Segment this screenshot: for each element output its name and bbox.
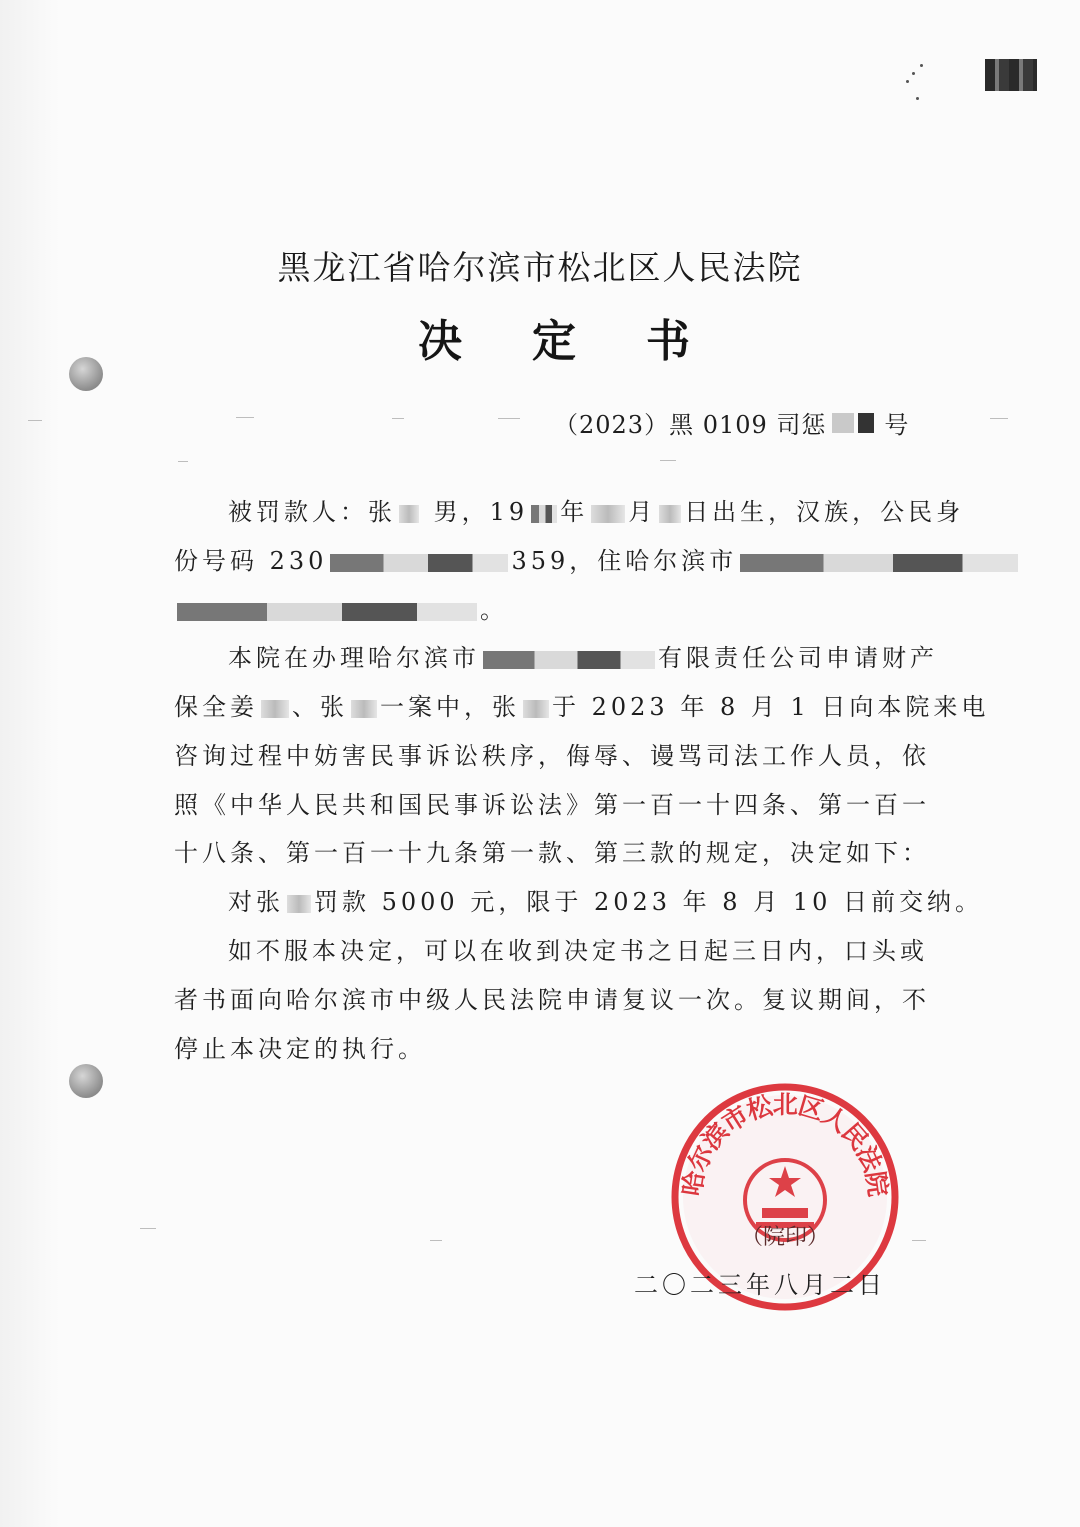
text-segment: 被罚款人：张 — [228, 498, 396, 526]
body-line: 停止本决定的执行。 — [174, 1035, 426, 1063]
body-line: 十八条、第一百一十九条第一款、第三款的规定，决定如下： — [174, 839, 930, 867]
text-segment: 、张 — [292, 693, 348, 721]
redaction — [483, 651, 655, 669]
text-segment: 本院在办理哈尔滨市 — [228, 644, 480, 672]
text-segment: 一案中，张 — [380, 693, 520, 721]
scan-dash — [990, 418, 1008, 419]
seal-ring-text: 哈尔滨市松北区人民法院 — [677, 1089, 893, 1199]
redaction — [740, 554, 1018, 572]
redaction — [659, 505, 681, 523]
redaction — [399, 505, 419, 523]
body-line: 咨询过程中妨害民事诉讼秩序，侮辱、谩骂司法工作人员，依 — [174, 742, 930, 770]
redaction — [832, 413, 854, 433]
text-segment: 保全姜 — [174, 693, 258, 721]
text-segment: 对张 — [228, 888, 284, 916]
body-line — [174, 687, 989, 722]
scan-dash — [430, 1240, 442, 1241]
scan-speck — [906, 80, 909, 83]
scan-dash — [140, 1228, 156, 1229]
document-date: 二〇二三年八月二日 — [634, 1271, 886, 1299]
redaction — [330, 554, 508, 572]
text-segment: 罚款 5000 元，限于 2023 年 8 月 10 日前交纳。 — [314, 888, 983, 916]
scan-speck — [916, 97, 919, 100]
text-segment: 男，19 — [433, 498, 529, 526]
title-char: 书 — [646, 316, 690, 367]
case-number-prefix: （2023）黑 0109 司惩 — [554, 411, 827, 439]
text-segment: 年 — [560, 498, 589, 526]
body-line — [228, 638, 938, 673]
scan-dash — [392, 418, 404, 419]
punch-hole-bottom — [69, 1064, 103, 1098]
redaction — [531, 505, 557, 523]
body-line: 者书面向哈尔滨市中级人民法院申请复议一次。复议期间，不 — [174, 986, 930, 1014]
text-segment: 月 — [628, 498, 657, 526]
redaction — [591, 505, 625, 523]
document-title — [418, 305, 690, 369]
redaction — [351, 700, 377, 718]
body-line: 如不服本决定，可以在收到决定书之日起三日内，口头或 — [228, 937, 928, 965]
redaction — [177, 603, 477, 621]
redaction — [523, 700, 549, 718]
case-number — [554, 405, 909, 440]
scan-speck — [920, 64, 923, 67]
redaction — [858, 413, 874, 433]
scan-dash — [236, 417, 254, 418]
seal-center-label: （院印） — [740, 1225, 830, 1250]
title-char: 定 — [532, 316, 576, 367]
redaction — [287, 895, 311, 913]
body-line — [228, 492, 964, 527]
body-line — [174, 541, 1021, 576]
redacted-corner-mark — [985, 59, 1037, 91]
text-segment: 份号码 230 — [174, 547, 328, 575]
case-number-suffix: 号 — [884, 411, 910, 439]
scan-dash — [912, 1240, 926, 1241]
title-char: 决 — [418, 316, 462, 367]
body-line — [174, 590, 508, 625]
text-segment: 日出生，汉族，公民身 — [684, 498, 965, 526]
redaction — [261, 700, 289, 718]
paper-edge-shadow — [0, 0, 60, 1527]
text-segment: 于 2023 年 8 月 1 日向本院来电 — [552, 693, 990, 721]
punch-hole-top — [69, 357, 103, 391]
scan-dash — [498, 418, 520, 419]
scan-dash — [660, 460, 676, 461]
scan-dash — [28, 420, 42, 421]
text-segment: 359，住哈尔滨市 — [511, 547, 738, 575]
text-segment: 。 — [480, 596, 508, 624]
text-segment: 有限责任公司申请财产 — [658, 644, 938, 672]
scan-dash — [178, 461, 188, 462]
body-line — [228, 882, 983, 917]
court-name: 黑龙江省哈尔滨市松北区人民法院 — [277, 248, 803, 287]
scan-speck — [912, 72, 915, 75]
body-line: 照《中华人民共和国民事诉讼法》第一百一十四条、第一百一 — [174, 791, 930, 819]
